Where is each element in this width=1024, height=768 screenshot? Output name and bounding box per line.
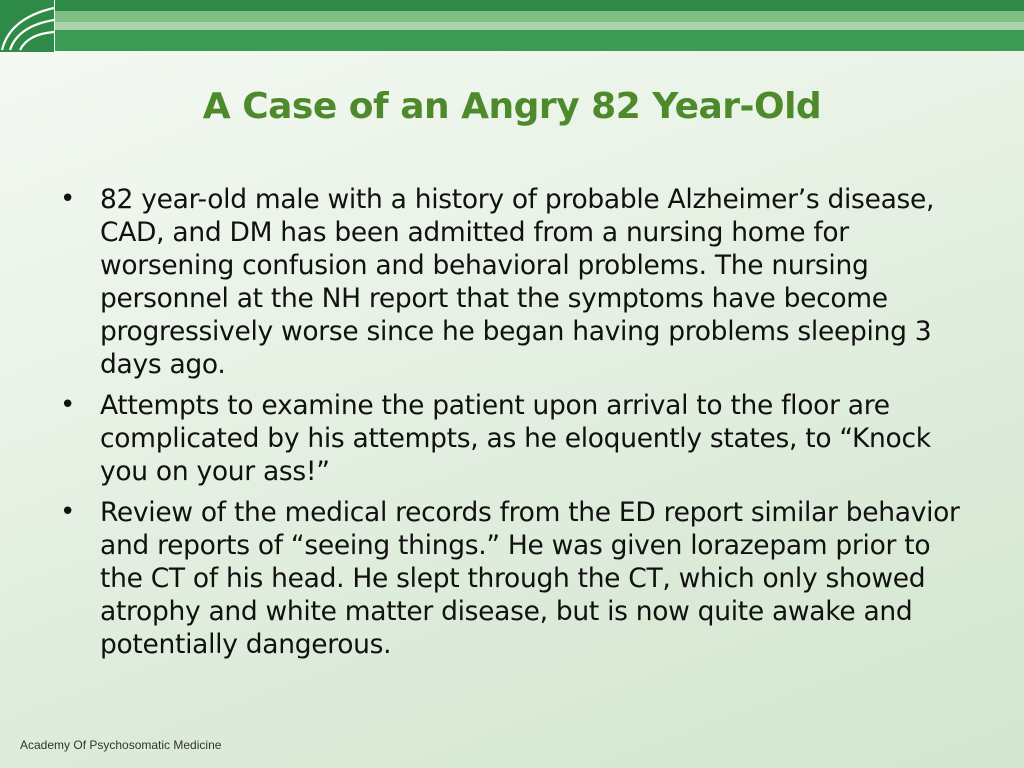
header-stripe-bottom bbox=[55, 30, 1024, 51]
bullet-text: 82 year-old male with a history of probable Alzheimer’s disease, CAD, and DM has been admitted from a nursing home for worsening confusion and behavioral problems. The nursing personnel at the NH report that the symptoms have become progressively worse since he began having problems sleeping 3 days ago. bbox=[100, 184, 935, 380]
slide-title: A Case of an Angry 82 Year-Old bbox=[202, 86, 822, 127]
bullet-text: Review of the medical records from the ED report similar behavior and reports of “seeing things.” He was given lorazepam prior to the CT of his head. He slept through the CT, which only showed atrophy and white matter disease, but is now quite awake and potentially dangerous. bbox=[100, 497, 960, 660]
bullet-dot: • bbox=[60, 184, 76, 214]
bullet-item bbox=[60, 496, 965, 661]
footer-organization: Academy Of Psychosomatic Medicine bbox=[20, 738, 222, 752]
bullet-dot: • bbox=[60, 390, 76, 420]
header-stripe-light bbox=[55, 11, 1024, 22]
header-stripe-dark bbox=[55, 0, 1024, 11]
bullet-list bbox=[60, 183, 965, 669]
arc-logo-icon bbox=[0, 0, 54, 52]
header-band bbox=[0, 0, 1024, 52]
header-stripe-mid bbox=[55, 22, 1024, 30]
bullet-item bbox=[60, 389, 965, 488]
bullet-dot: • bbox=[60, 497, 76, 527]
bullet-item bbox=[60, 183, 965, 381]
bullet-text: Attempts to examine the patient upon arrival to the floor are complicated by his attempts, as he eloquently states, to “Knock you on your ass!” bbox=[100, 390, 931, 487]
